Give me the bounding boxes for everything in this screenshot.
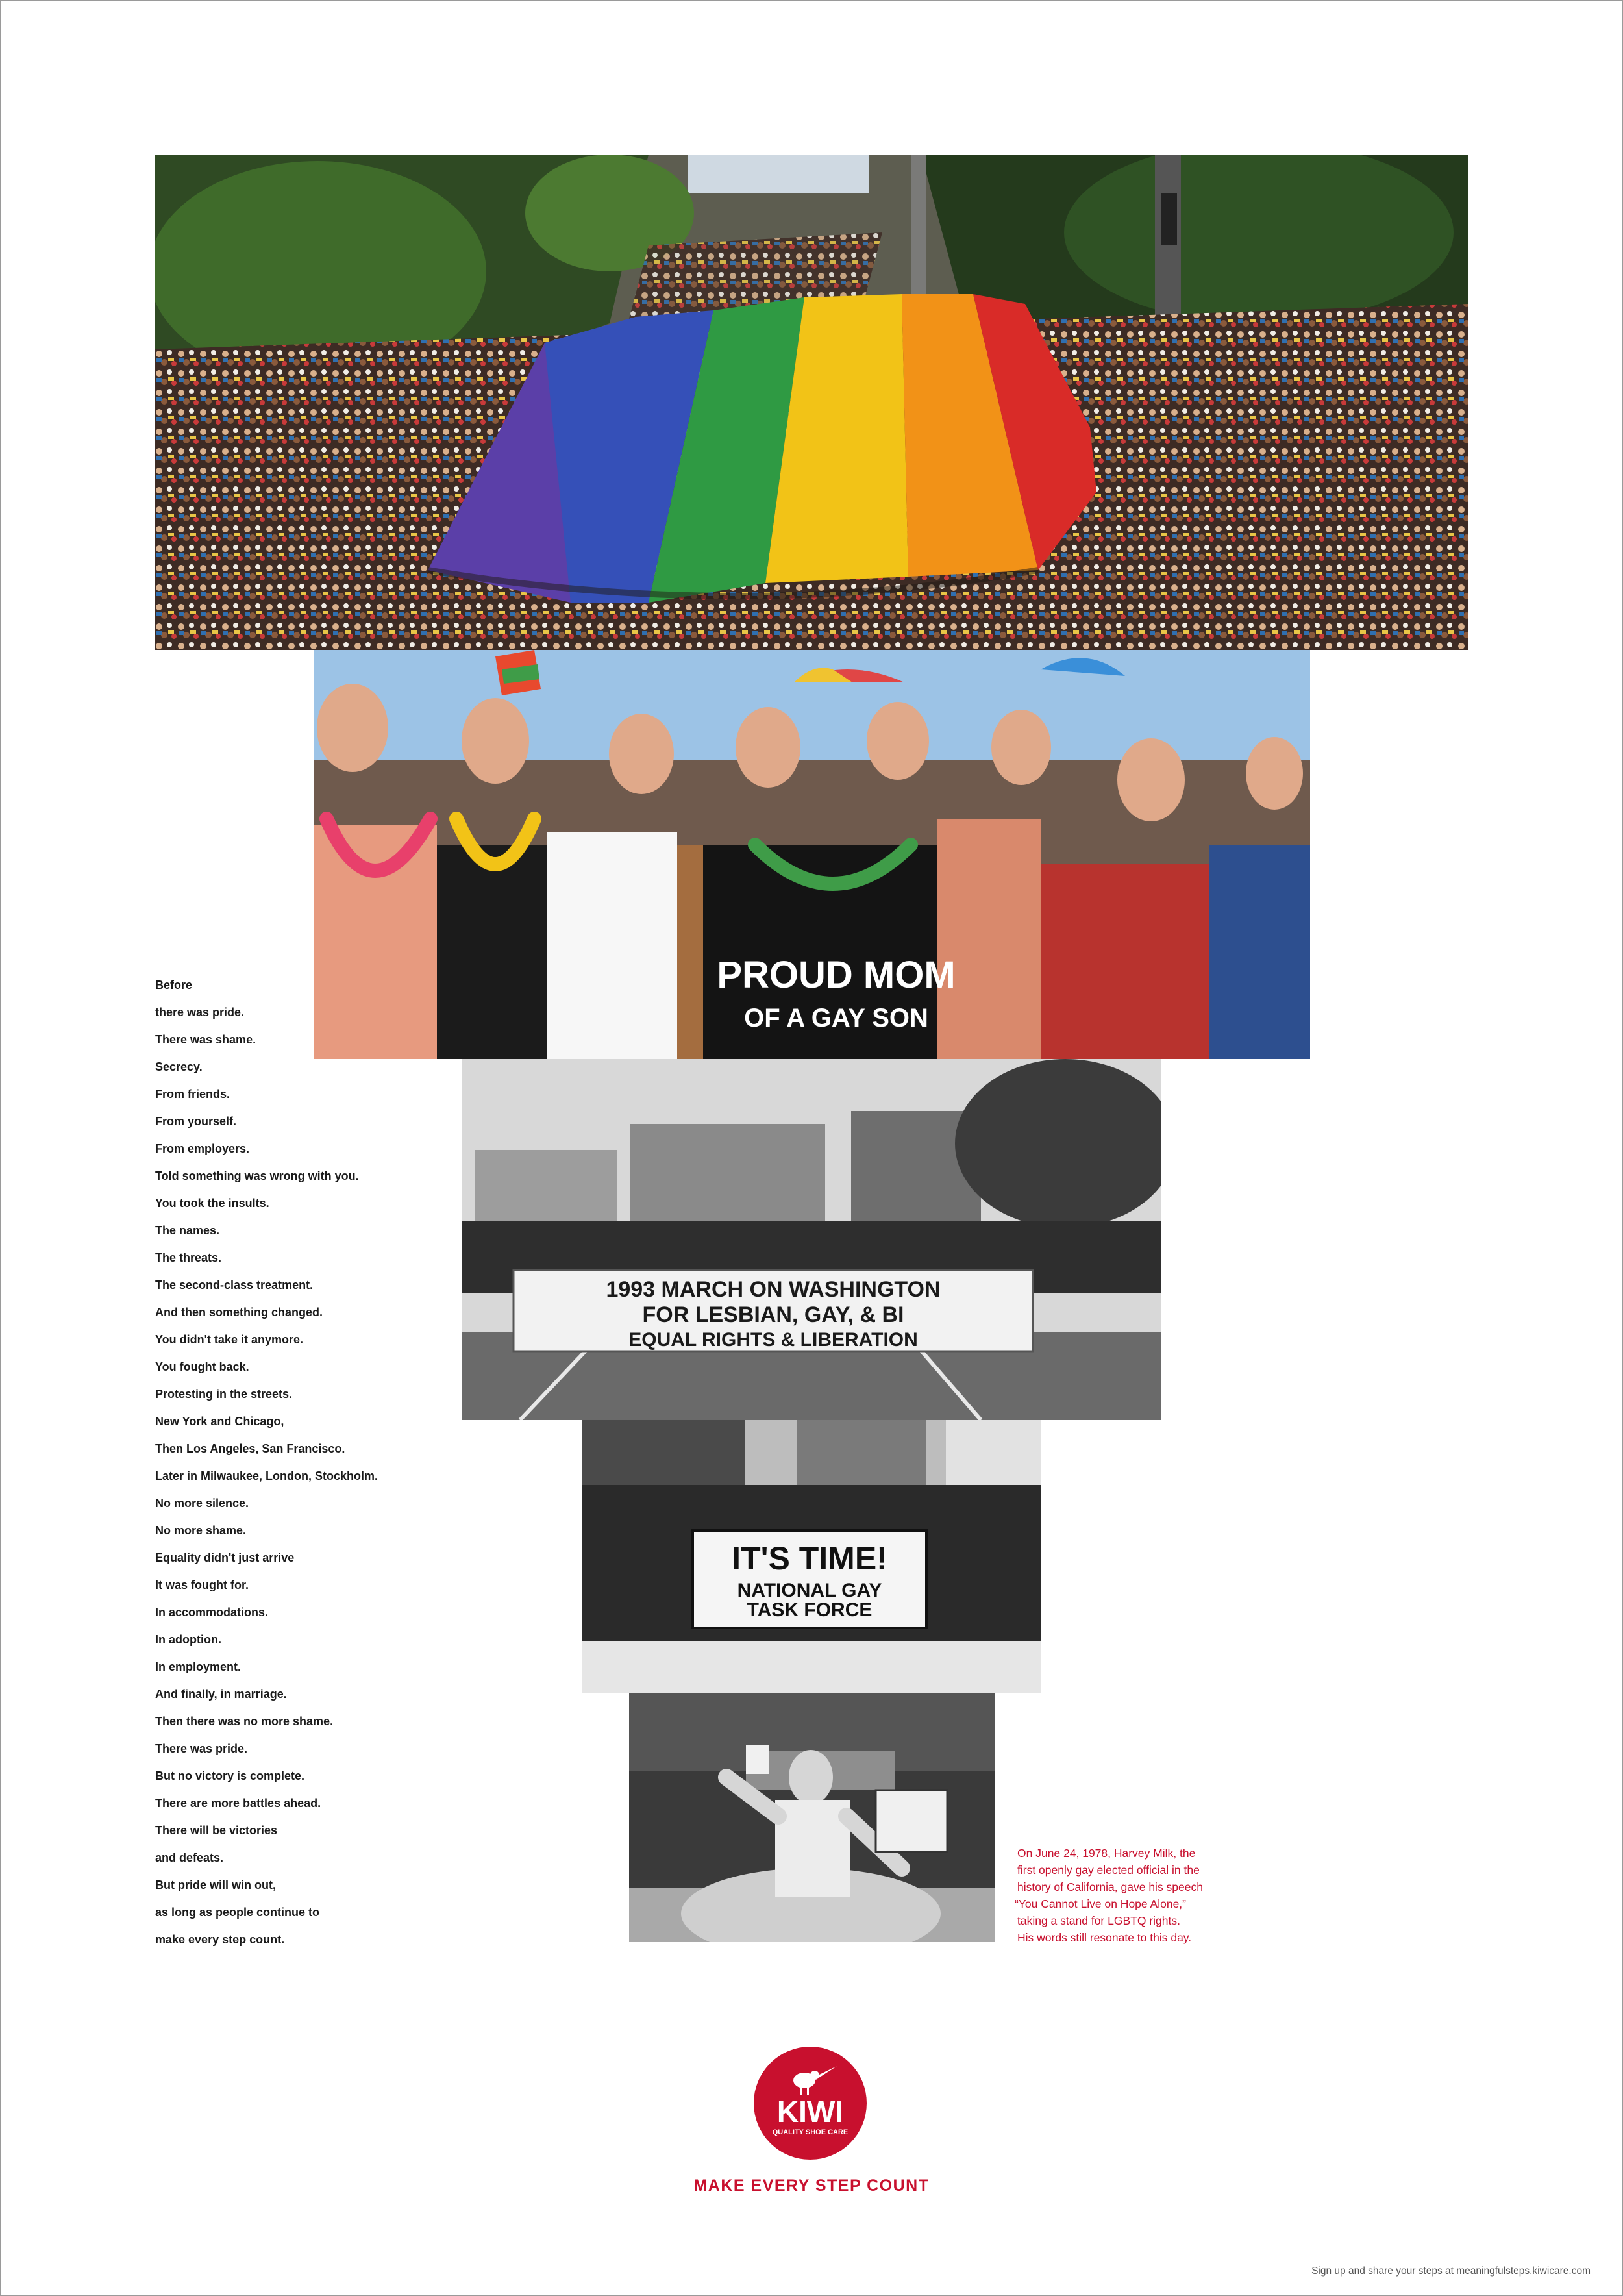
poem-line: as long as people continue to — [155, 1906, 320, 1919]
poem-line: The names. — [155, 1224, 220, 1237]
caption-line: history of California, gave his speech — [1017, 1880, 1203, 1893]
kiwi-subline: QUALITY SHOE CARE — [772, 2128, 849, 2136]
march-on-washington-1993-photo — [462, 1059, 1161, 1420]
poem-line: You didn't take it anymore. — [155, 1333, 303, 1346]
poem-line: From friends. — [155, 1088, 230, 1101]
banner-1993-line-3: EQUAL RIGHTS & LIBERATION — [628, 1329, 918, 1351]
poem-line: There will be victories — [155, 1824, 278, 1837]
poem-line: In employment. — [155, 1660, 242, 1673]
poem-line: No more shame. — [155, 1524, 247, 1537]
poem-line: From yourself. — [155, 1115, 237, 1128]
poem-line: Secrecy. — [155, 1060, 203, 1073]
poem-line: Told something was wrong with you. — [155, 1169, 359, 1182]
banner-1993-line-2: FOR LESBIAN, GAY, & BI — [642, 1303, 904, 1327]
pride-celebration-crowd-photo — [314, 650, 1310, 1059]
poem-line: there was pride. — [155, 1006, 245, 1019]
poem-line: The threats. — [155, 1251, 222, 1264]
poem-line: And finally, in marriage. — [155, 1688, 287, 1701]
harvey-milk-caption — [1017, 1845, 1203, 1946]
poem-line: There was shame. — [155, 1033, 256, 1046]
poem-line: Equality didn't just arrive — [155, 1551, 295, 1564]
harvey-milk-parade-photo — [629, 1693, 995, 1942]
poem-line: and defeats. — [155, 1851, 224, 1864]
poem-line: New York and Chicago, — [155, 1415, 284, 1428]
poem-line: Then Los Angeles, San Francisco. — [155, 1442, 345, 1455]
banner-its-time: IT'S TIME! — [732, 1540, 887, 1577]
shirt-text-line-1: PROUD MOM — [717, 954, 956, 996]
caption-line: first openly gay elected official in the — [1017, 1864, 1200, 1877]
poem-text — [155, 971, 378, 1953]
poem-line: There was pride. — [155, 1742, 248, 1755]
pride-parade-rainbow-flag-photo — [155, 155, 1468, 650]
poem-line: And then something changed. — [155, 1306, 323, 1319]
tagline: MAKE EVERY STEP COUNT — [693, 2177, 930, 2195]
poem-line: The second-class treatment. — [155, 1279, 314, 1292]
poem-line: From employers. — [155, 1142, 250, 1155]
caption-line: taking a stand for LGBTQ rights. — [1017, 1914, 1180, 1927]
poem-line: But pride will win out, — [155, 1878, 276, 1891]
poem-line: It was fought for. — [155, 1578, 249, 1591]
poem-line: You took the insults. — [155, 1197, 269, 1210]
poem-line: Then there was no more shame. — [155, 1715, 334, 1728]
footer-signup-text: Sign up and share your steps at meaningfulsteps.kiwicare.com — [1311, 2265, 1591, 2277]
poem-line: But no victory is complete. — [155, 1769, 305, 1782]
caption-line: His words still resonate to this day. — [1017, 1931, 1192, 1944]
caption-line: “You Cannot Live on Hope Alone,” — [1015, 1897, 1186, 1910]
caption-line: On June 24, 1978, Harvey Milk, the — [1017, 1847, 1196, 1860]
poem-line: In accommodations. — [155, 1606, 269, 1619]
banner-1993-line-1: 1993 MARCH ON WASHINGTON — [606, 1277, 941, 1302]
poem-line: No more silence. — [155, 1497, 249, 1510]
poem-line: Before — [155, 979, 193, 992]
banner-national-gay: NATIONAL GAY — [737, 1580, 882, 1601]
kiwi-logo — [754, 2047, 867, 2160]
poem-line: There are more battles ahead. — [155, 1797, 321, 1810]
poem-line: You fought back. — [155, 1360, 249, 1373]
shirt-text-line-2: OF A GAY SON — [744, 1004, 928, 1032]
poem-line: Protesting in the streets. — [155, 1388, 293, 1401]
poem-line: Later in Milwaukee, London, Stockholm. — [155, 1469, 378, 1482]
banner-task-force: TASK FORCE — [747, 1599, 873, 1621]
poem-line: In adoption. — [155, 1633, 221, 1646]
poem-line: make every step count. — [155, 1933, 285, 1946]
national-gay-task-force-march-photo — [582, 1420, 1041, 1693]
kiwi-wordmark: KIWI — [776, 2095, 844, 2128]
